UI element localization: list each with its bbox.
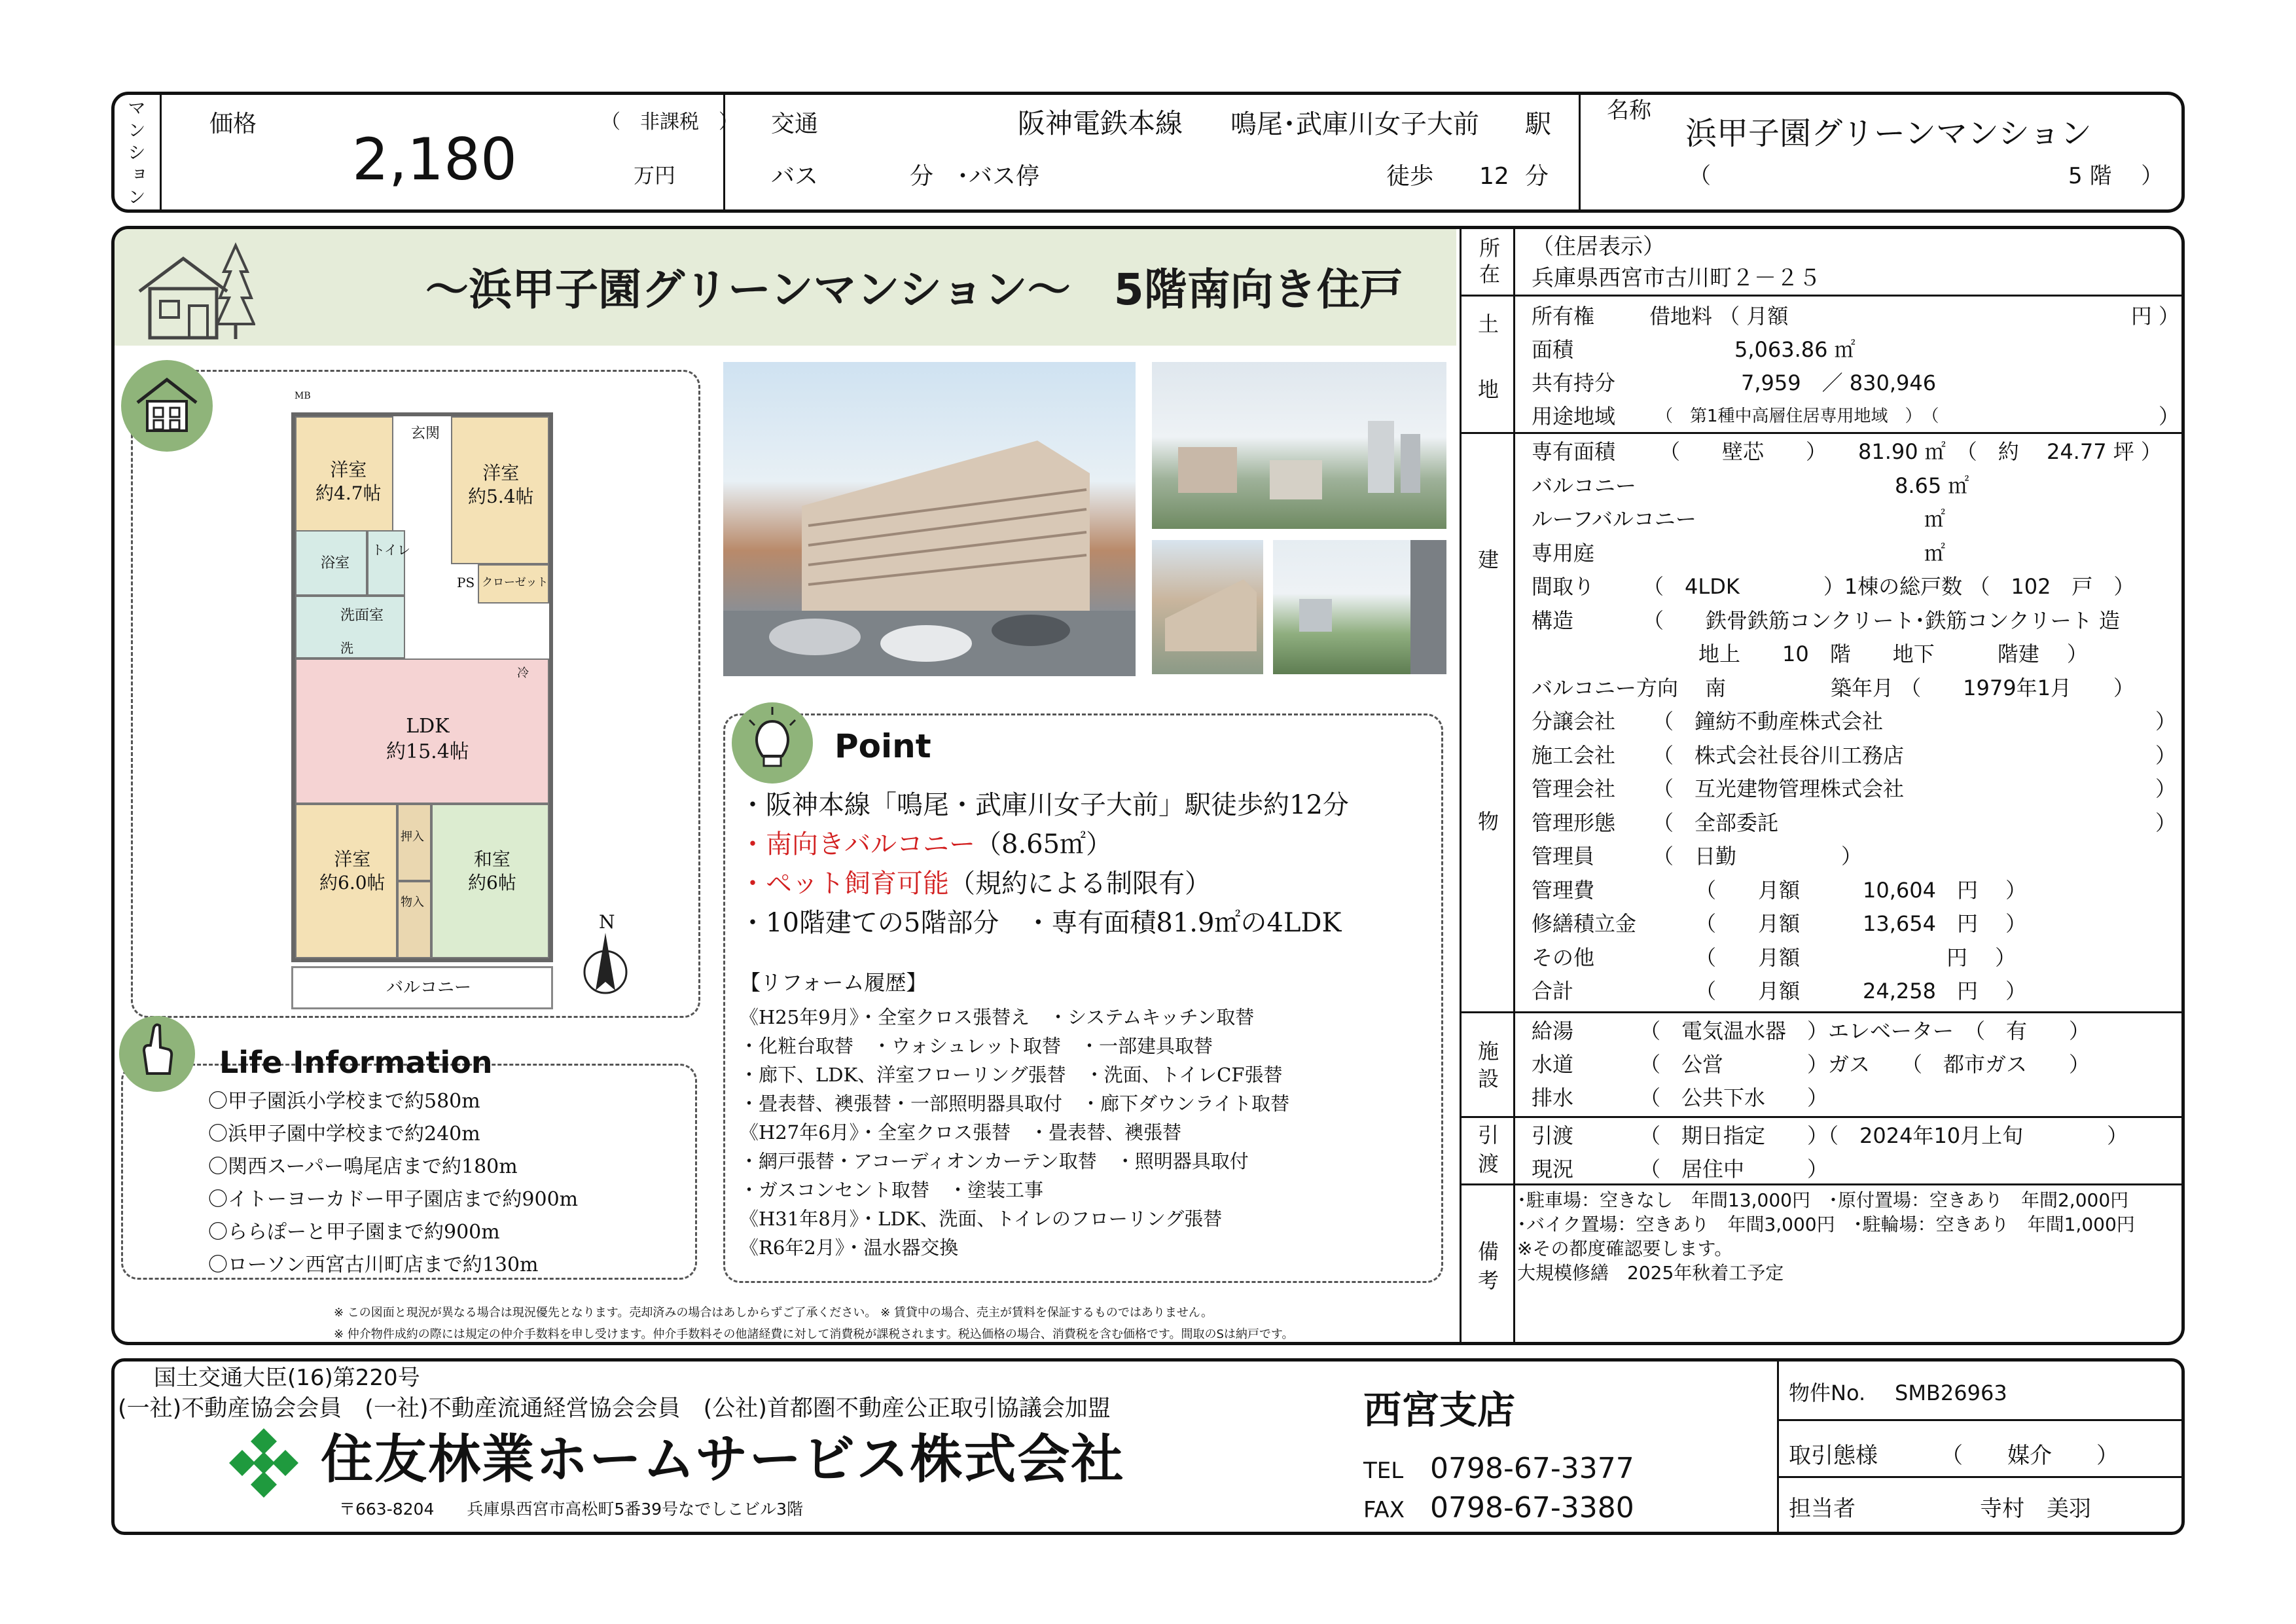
point-title: Point [834,727,931,765]
reform-line: ・ガスコンセント取替 ・塗装工事 [740,1179,1044,1201]
facility-row: 水道 （ 公営 ）ガス （ 都市ガス ） [1532,1052,2090,1077]
label-washitsu: 和室 約6帖 [468,848,516,894]
land-row: 面積 5,063.86 ㎡ [1532,337,1856,362]
photo-building-main [723,362,1136,676]
hand-icon [115,1011,200,1099]
license: 国土交通大臣(16)第220号 [154,1365,420,1391]
reform-line: ・畳表替、襖張替・一部照明器具取付 ・廊下ダウンライト取替 [740,1092,1290,1115]
building-row: バルコニー方向 南 築年月 （ 1979年1月 ） [1532,675,2134,700]
tel-number[interactable]: 0798-67-3377 [1430,1452,1634,1485]
line-name: 阪神電鉄本線 [1018,107,1183,139]
deal-label: 取引態様 [1789,1443,1878,1469]
price-tax: （ 非課税 ） [601,111,738,134]
associations: (一社)不動産協会会員 (一社)不動産流通経営協会会員 (公社)首都圏不動産公正取引協議会加盟 [118,1396,1111,1422]
location-label: 所在 [1476,237,1501,289]
label-yoshitsu2: 洋室 約5.4帖 [468,462,534,508]
remarks-label: 備 考 [1478,1239,1499,1293]
reform-line: 《H25年9月》・全室クロス張替え ・システムキッチン取替 [740,1006,1255,1028]
land-row: 用途地域 （ 第1種中高層住居専用地域 ） （ ） [1532,404,2179,429]
building-label: 建 物 [1478,547,1499,834]
label-senmen: 洗面室 [340,607,384,624]
reform-line: 《R6年2月》・温水器交換 [740,1236,959,1259]
fax-number: 0798-67-3380 [1430,1491,1634,1525]
remark-line: ※その都度確認要します。 [1517,1238,1733,1259]
station-name: 鳴尾･武庫川女子大前 [1230,109,1479,139]
point-line: ・南向きバルコニー（8.65㎡） [740,829,1113,859]
building-row: 専有面積 （ 壁芯 ） 81.90 ㎡ （ 約 24.77 坪 ） [1532,439,2162,464]
label-yokushitsu: 浴室 [321,555,350,571]
bus-minutes: 分 ･バス停 [910,163,1040,190]
deal-value: （ 媒介 ） [1941,1443,2119,1469]
land-row: 所有権 借地料 （ 月額 円 ） [1532,304,2179,329]
room-toilet [367,530,405,596]
reform-title: 【リフォーム履歴】 [740,970,927,995]
building-row: 修繕積立金 （ 月額 13,654 円 ） [1532,911,2027,936]
north-arrow-icon: N [579,913,632,1005]
building-row: その他 （ 月額 円 ） [1532,945,2017,970]
side-label: マンション [125,98,147,209]
property-no-label: 物件No. [1789,1380,1866,1405]
building-row: バルコニー 8.65 ㎡ [1532,473,1969,498]
handover-row: 引渡 （ 期日指定 ）（ 2024年10月上旬 ） [1532,1123,2128,1148]
facility-rows [1532,1015,2179,1115]
label-ldk: LDK 約15.4帖 [386,715,469,763]
building-row: 管理形態 （ 全部委託 ） [1532,810,2177,835]
reform-line: 《H27年6月》・全室クロス張替 ・畳表替、襖張替 [740,1121,1182,1144]
price-unit: 万円 [634,163,676,188]
floorplan [281,386,563,1011]
staff-value: 寺村 美羽 [1980,1496,2091,1522]
transport-label: 交通 [771,111,819,137]
label-genkan: 玄関 [411,425,440,442]
photo-building-2 [1152,540,1263,674]
bus-label: バス [771,163,819,190]
life-item: 〇ローソン西宮古川町店まで約130m [208,1254,539,1276]
remarks-list [1517,1188,2135,1285]
room-monoire [397,881,431,958]
point-line: ・ペット飼育可能（規約による制限有） [740,869,1211,899]
life-item: 〇ららぽーと甲子園まで約900m [208,1221,500,1244]
building-rows [1532,435,2179,1009]
remark-line: ･バイク置場：空きあり 年間3,000円 ･駐輪場：空きあり 年間1,000円 [1517,1214,2135,1235]
company-address: 〒663-8204 兵庫県西宮市高松町5番39号なでしこビル3階 [339,1500,803,1519]
reform-list [740,1003,1289,1262]
land-rows [1532,300,2179,433]
building-row: 構造 （ 鉄骨鉄筋コンクリート･鉄筋コンクリート 造 [1532,607,2120,633]
point-line: ・10階建ての5階部分 ・専有面積81.9㎡の4LDK [740,908,1342,938]
building-row: 地上 10 階 地下 階建 ） [1698,641,2088,666]
facility-label: 施 設 [1478,1039,1499,1091]
label-yoshitsu3: 洋室 約6.0帖 [319,848,386,894]
floor-open: （ [1689,163,1711,189]
handover-label: 引 渡 [1478,1123,1499,1176]
building-row: 専用庭 ㎡ [1532,540,1946,566]
reform-line: ・網戸張替・アコーディオンカーテン取替 ・照明器具取付 [740,1150,1249,1172]
life-list [208,1085,578,1282]
label-oshiire: 押入 [401,830,424,844]
floor-value: 5 階 ） [2068,163,2164,189]
facility-row: 給湯 （ 電気温水器 ）エレベーター （ 有 ） [1532,1019,2090,1043]
company-name: 住友林業ホームサービス株式会社 [321,1429,1125,1490]
life-item: 〇浜甲子園中学校まで約240m [208,1123,480,1146]
reform-line: ・廊下、LDK、洋室フローリング張替 ・洗面、トイレCF張替 [740,1064,1283,1086]
life-item: 〇イトーヨーカドー甲子園店まで約900m [208,1188,579,1211]
label-ps: PS [457,575,475,590]
building-row: 合計 （ 月額 24,258 円 ） [1532,979,2027,1003]
building-row: 管理員 （ 日勤 ） [1532,844,1863,869]
bulb-icon [723,694,821,788]
facility-row: 排水 （ 公共下水 ） [1532,1085,1829,1110]
life-item: 〇関西スーパー鳴尾店まで約180m [208,1155,518,1178]
branch-name: 西宮支店 [1363,1388,1516,1432]
point-line: ・阪神本線「鳴尾・武庫川女子大前」駅徒歩約12分 [740,790,1349,820]
location-line2: 兵庫県西宮市古川町２－２５ [1532,265,1821,291]
label-reizou: 冷 [517,666,529,680]
label-monoire: 物入 [401,895,424,909]
building-row: ルーフバルコニー ㎡ [1532,507,1946,532]
building-row: 間取り （ 4LDK ）1棟の総戸数 （ 102 戸 ） [1532,574,2135,599]
point-list [740,785,1349,943]
land-label: 土 地 [1478,312,1499,402]
label-balcony: バルコニー [386,978,472,998]
note-2: ※ 仲介物件成約の際には規定の仲介手数料を申し受けます。仲介手数料その他諸経費に対して消費税が課税されます。税込価格の場合、消費税を含む価格です。間取のSは納戸です。 [334,1327,1294,1341]
life-item: 〇甲子園浜小学校まで約580m [208,1090,480,1113]
label-mb: MB [295,391,311,401]
tel-label: TEL [1363,1458,1404,1484]
staff-label: 担当者 [1789,1496,1856,1522]
label-toilet: トイレ [372,542,410,558]
price-value: 2,180 [352,126,517,193]
tree-icon [216,242,255,343]
house-circle-icon [118,357,216,458]
remark-line: 大規模修繕 2025年秋着工予定 [1517,1262,1784,1284]
building-row: 分譲会社 （ 鐘紡不動産株式会社 ） [1532,709,2177,734]
location-line1: （住居表示） [1532,234,1665,260]
property-no: SMB26963 [1895,1380,2007,1405]
building-name: 浜甲子園グリーンマンション [1685,115,2092,152]
fax-label: FAX [1363,1497,1405,1523]
photo-view-2 [1273,540,1446,674]
photo-view-1 [1152,362,1446,529]
building-row: 管理会社 （ 互光建物管理株式会社 ） [1532,776,2177,801]
reform-line: ・化粧台取替 ・ウォシュレット取替 ・一部建具取替 [740,1035,1213,1057]
label-yoshitsu1: 洋室 約4.7帖 [315,459,382,505]
land-row: 共有持分 7,959 ／ 830,946 [1532,370,1937,395]
label-sentaku: 洗 [340,640,353,656]
remark-line: ･駐車場：空きなし 年間13,000円 ･原付置場：空きあり 年間2,000円 [1517,1189,2129,1211]
walk-minutes: 12 [1479,163,1509,190]
handover-rows [1532,1119,2179,1186]
label-closet: クローゼット [482,576,548,589]
building-row: 管理費 （ 月額 10,604 円 ） [1532,877,2027,903]
logo-mark-icon [228,1427,300,1502]
walk-unit: 分 [1525,163,1549,190]
price-label: 価格 [209,111,257,137]
name-label: 名称 [1607,98,1651,124]
building-row: 施工会社 （ 株式会社長谷川工務店 ） [1532,742,2177,768]
banner-title: ～浜甲子園グリーンマンション～ 5階南向き住戸 [425,264,1403,315]
life-title: Life Information [219,1045,493,1080]
handover-row: 現況 （ 居住中 ） [1532,1157,1829,1182]
walk-label: 徒歩 [1386,163,1434,190]
station-suffix: 駅 [1525,109,1551,139]
reform-line: 《H31年8月》・LDK、洗面、トイレのフローリング張替 [740,1208,1223,1230]
note-1: ※ この図面と現況が異なる場合は現況優先となります。売却済みの場合はあしからずご了承ください。 ※ 賃貸中の場合、売主が賃料を保証するものではありません。 [334,1306,1213,1320]
